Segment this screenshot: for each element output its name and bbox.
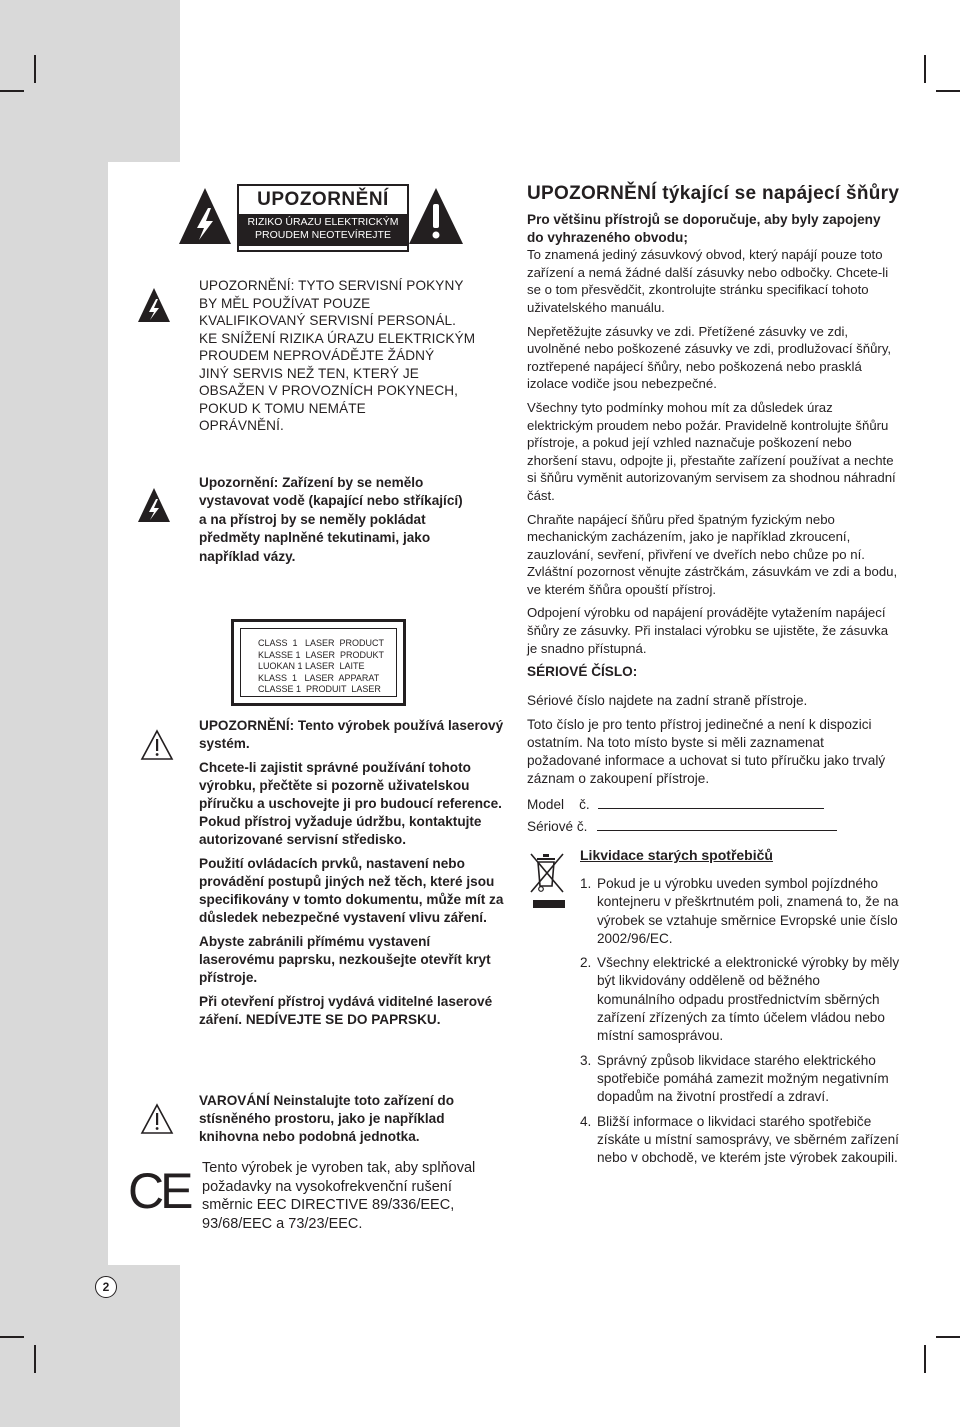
laser-warnings: UPOZORNĚNÍ: Tento výrobek používá laserový systém. Chcete-li zajistit správné používání tohoto výrobku, přečtěte si pozorně uživatelskou příručku a uschovejte ji pro budoucí reference. Pokud přístroj vyžaduje údržbu, kontaktujte autorizované servisní středisko. Použití ovládacích prvků, nastavení nebo provádění postupů jiných než těch, které jsou specifikovány v tomto dokumentu, může mít za důsledek nebezpečné vystavení vlivu záření. Abyste zabránili přímému vystavení laserovému paprsku, nezkoušejte otevřít kryt přístroje. Při otevření přístroj vydává viditelné laserové záření. NEDÍVEJTE SE DO PAPRSKU. xyxy=(199,718,504,1027)
lightning-warning-icon xyxy=(137,287,171,323)
page-number: 2 xyxy=(95,1276,117,1298)
list-item: 3. Správný způsob likvidace starého elektrického spotřebiče pomáhá zamezit možným negativním dopadům na životní prostředí a zdraví. xyxy=(580,1052,889,1105)
serial-section: SÉRIOVÉ ČÍSLO: Sériové číslo najdete na zadní straně přístroje. Toto číslo je pro tento přístroj jedinečné a není k dispozici ostatním. Na toto místo byste si měli zaznamenat požadované informace a uchovat si tuto příručku jako trvalý záznam o zakoupení přístroje. Model č. Sériové č. xyxy=(527,663,899,836)
serial-field: Sériové č. xyxy=(527,818,899,836)
gray-margin-bottom xyxy=(0,1265,180,1427)
lightning-warning-icon xyxy=(177,186,233,246)
gray-margin-top xyxy=(0,0,180,162)
banner-subtitle: RIZIKO ÚRAZU ELEKTRICKÝM PROUDEM NEOTEVÍREJTE xyxy=(239,214,407,246)
power-cord-heading: UPOZORNĚNÍ týkající se napájecí šňůry xyxy=(527,183,900,204)
power-cord-section: Pro většinu přístrojů se doporučuje, aby byly zapojeny do vyhrazeného obvodu; To znamená jediný zásuvkový obvod, který napájí pouze toto zařízení a nemá žádné další zásuvky nebo odbočky. Chcete-li se o tom přesvědčit, zkontrolujte stránku specifikací tohoto uživatelského manuálu. Nepřetěžujte zásuvky ve zdi. Přetížené zásuvky ve zdi, uvolněné nebo poškozené zásuvky ve zdi, prodlužovací šňůry, roztřepené napájecí šňůry, nebo poškozená nebo prasklá izolace vodiče jsou nebezpečné. Všechny tyto podmínky mohou mít za důsledek úraz elektrickým proudem nebo požár. Pravidelně kontrolujte šňůru přístroje, a pokud její vzhled naznačuje poškození nebo zhoršení stavu, odpojte ji, přestaňte zařízení používat a nechte si šňůru vyměnit autorizovaným servisem za shodnou náhradní část. Chraňte napájecí šňůru před špatným fyzickým nebo mechanickým zacházením, jako je například zkroucení, zauzlování, sevření, přivření ve dveřích nebo chůze po ní. Zvláštní pozornost věnujte zástrčkám, zásuvkám ve zdi a bodu, ve kterém šňůra opouští přístroj. Odpojení výrobku od napájení provádějte vytažením napájecí šňůry ze zásuvky. Při instalaci výrobku se ujistěte, že zásuvka je snadno přístupná. xyxy=(527,212,898,656)
warning-banner xyxy=(237,184,409,252)
ce-compliance-text: Tento výrobek je vyroben tak, aby splňoval požadavky na vysokofrekvenční rušení směrnic EEC DIRECTIVE 89/336/EEC, 93/68/EEC a 73/23/EEC. xyxy=(202,1160,476,1232)
caution-triangle-icon xyxy=(140,729,174,761)
laser-class-label: CLASS 1 LASER PRODUCT KLASSE 1 LASER PRODUKT LUOKAN 1 LASER LAITE KLASS 1 LASER APPARAT CLASSE 1 PRODUIT LASER xyxy=(231,619,406,706)
lightning-warning-icon xyxy=(137,487,171,523)
ventilation-warning: VAROVÁNÍ Neinstalujte toto zařízení do stísněného prostoru, jako je například knihovna nebo podobná jednotka. xyxy=(199,1093,455,1144)
disposal-heading: Likvidace starých spotřebičů xyxy=(580,847,773,863)
exclamation-warning-icon xyxy=(407,186,465,246)
crossed-bin-icon xyxy=(527,848,571,918)
list-item: 2. Všechny elektrické a elektronické výrobky by měly být likvidovány odděleně od běžného komunálního odpadu prostřednictvím sběrných zařízení zřízených za tímto účelem vládou nebo místní samosprávou. xyxy=(580,955,900,1044)
serial-heading: SÉRIOVÉ ČÍSLO: xyxy=(527,664,638,679)
list-item: 1. Pokud je u výrobku uveden symbol pojízdného kontejneru v přeškrtnutém poli, znamená to, že na výrobek se vztahuje směrnice Evropské unie číslo 2002/96/EC. xyxy=(580,876,899,946)
water-warning-text: Upozornění: Zařízení by se nemělo vystavovat vodě (kapající nebo stříkající) a na přístroj by se neměly pokládat předměty naplněné tekutinami, jako například vázy. xyxy=(199,475,463,564)
banner-title: UPOZORNĚNÍ xyxy=(257,189,389,210)
ce-mark-icon: CE xyxy=(128,1163,190,1219)
caution-triangle-icon xyxy=(140,1103,174,1135)
gray-margin-side xyxy=(0,162,108,1272)
disposal-list xyxy=(580,875,900,1173)
service-warning-text: UPOZORNĚNÍ: TYTO SERVISNÍ POKYNY BY MĚL POUŽÍVAT POUZE KVALIFIKOVANÝ SERVISNÍ PERSONÁL. KE SNÍŽENÍ RIZIKA ÚRAZU ELEKTRICKÝM PROUDEM NEPROVÁDĚJTE ŽÁDNÝ JINÝ SERVIS NEŽ TEN, KTERÝ JE OBSAŽEN V PROVOZNÍCH POKYNECH, POKUD K TOMU NEMÁTE OPRÁVNĚNÍ. xyxy=(199,278,476,433)
model-field: Model č. xyxy=(527,796,899,814)
list-item: 4. Bližší informace o likvidaci starého spotřebiče získáte u místní samosprávy, ve sběrném zařízení nebo v obchodě, ve kterém jste výrobek zakoupili. xyxy=(580,1113,899,1166)
